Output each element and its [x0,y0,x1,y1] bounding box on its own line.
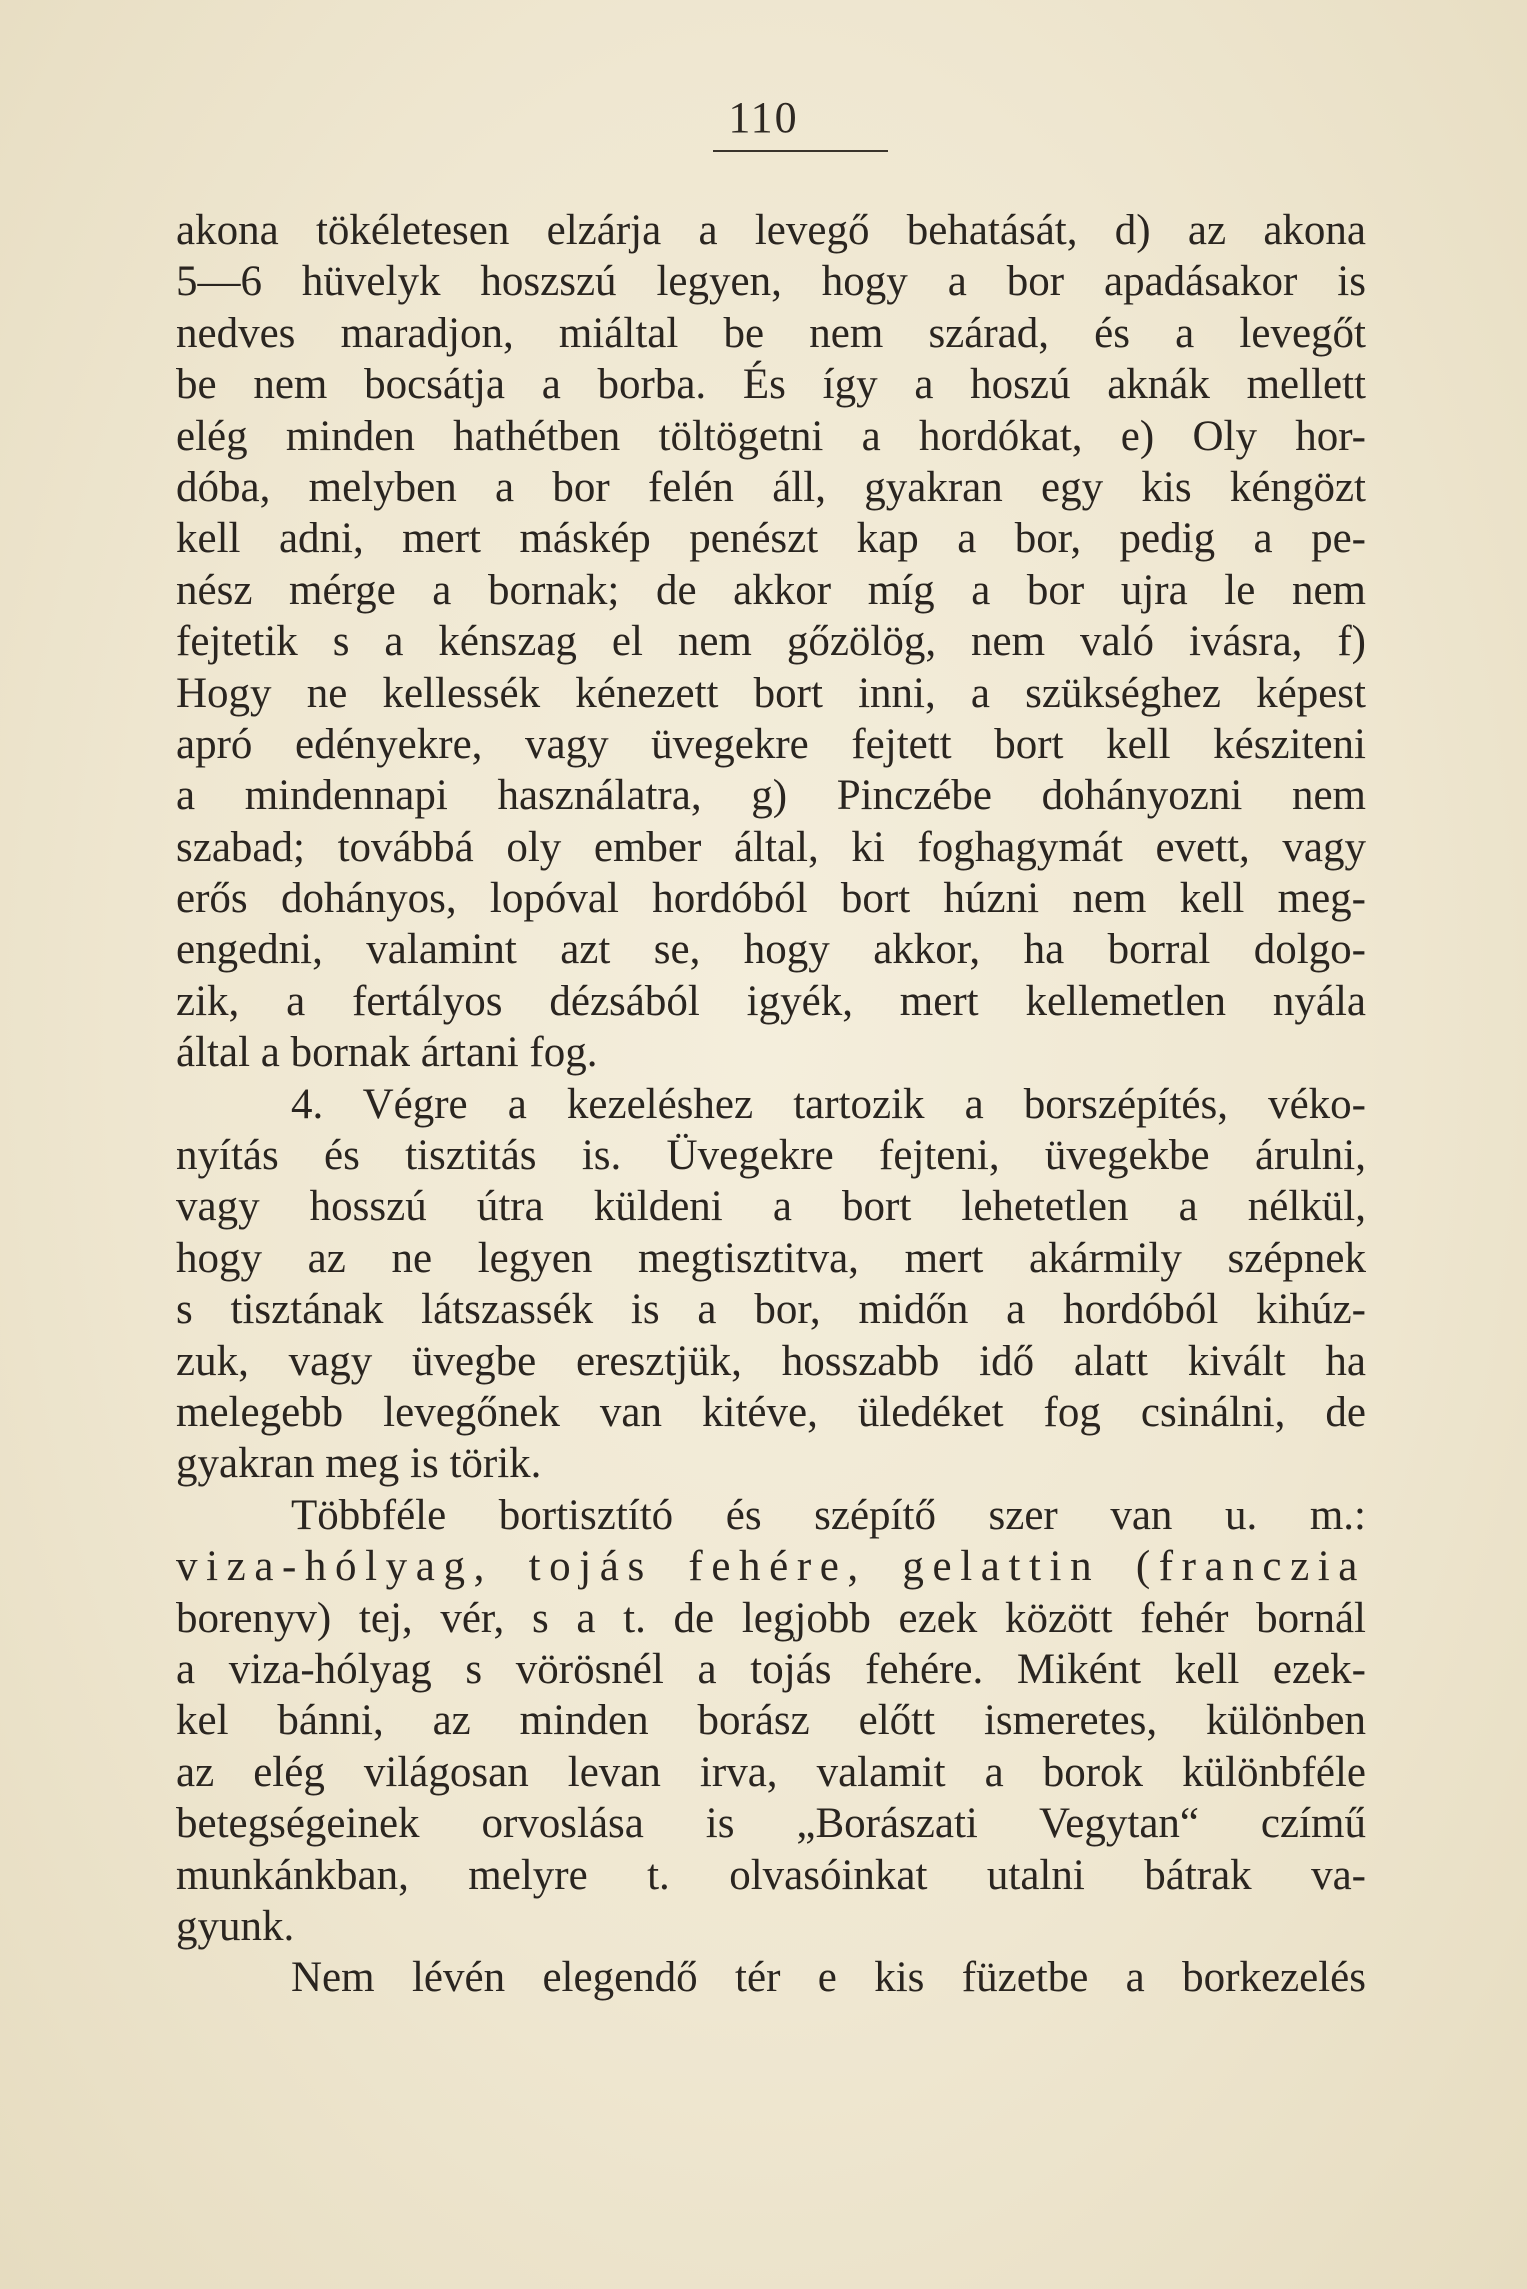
text-line: elég minden hathétben töltögetni a hordókat, e) Oly hor- [176,412,1366,460]
text-line: szabad; továbbá oly ember által, ki foghagymát evett, vagy [176,823,1366,871]
text-line: vagy hosszú útra küldeni a bort lehetetlen a nélkül, [176,1183,1366,1231]
text-line: akona tökéletesen elzárja a levegő behatását, d) az akona [176,207,1366,254]
text-line: Többféle bortisztító és szépítő szer van u. m.: [291,1491,1366,1539]
text-line: az elég világosan levan irva, valamit a borok különbféle [176,1748,1366,1796]
text-line: Nem lévén elegendő tér e kis füzetbe a borkezelés [291,1954,1366,2002]
text-line: viza-hólyag, tojás fehére, gelattin (franczia [176,1543,1366,1591]
text-line: 5—6 hüvelyk hoszszú legyen, hogy a bor apadásakor is [176,258,1366,306]
text-line: gyunk. [176,1902,295,1950]
text-line: apró edényekre, vagy üvegekre fejtett bort kell késziteni [176,720,1366,768]
text-line: Hogy ne kellessék kénezett bort inni, a szükséghez képest [176,669,1366,717]
text-line: erős dohányos, lopóval hordóból bort húzni nem kell meg- [176,875,1366,923]
text-line: s tisztának látszassék is a bor, midőn a hordóból kihúz- [176,1286,1366,1334]
text-line: zik, a fertályos dézsából igyék, mert kellemetlen nyála [176,977,1366,1025]
text-line: nész mérge a bornak; de akkor míg a bor ujra le nem [176,566,1366,614]
text-line: a mindennapi használatra, g) Pinczébe dohányozni nem [176,772,1366,820]
text-line: a viza-hólyag s vörösnél a tojás fehére. Miként kell ezek- [176,1645,1366,1693]
text-line: melegebb levegőnek van kitéve, üledéket fog csinálni, de [176,1388,1366,1436]
text-line: dóba, melyben a bor felén áll, gyakran egy kis kéngözt [176,463,1366,511]
text-line: kel bánni, az minden borász előtt ismeretes, különben [176,1697,1366,1745]
text-line: nedves maradjon, miáltal be nem szárad, és a levegőt [176,309,1366,357]
header-rule [713,150,888,152]
text-line: kell adni, mert máskép penészt kap a bor, pedig a pe- [176,515,1366,563]
text-line: 4. Végre a kezeléshez tartozik a borszépítés, véko- [291,1080,1366,1128]
text-line: nyítás és tisztitás is. Üvegekre fejteni, üvegekbe árulni, [176,1132,1366,1180]
text-line: hogy az ne legyen megtisztitva, mert akármily szépnek [176,1234,1366,1282]
text-line: zuk, vagy üvegbe eresztjük, hosszabb idő alatt kivált ha [176,1337,1366,1385]
text-line: gyakran meg is törik. [176,1440,542,1488]
body-text [176,205,1366,2004]
text-line: által a bornak ártani fog. [176,1029,598,1077]
text-line: munkánkban, melyre t. olvasóinkat utalni bátrak va- [176,1851,1366,1899]
text-line: borenyv) tej, vér, s a t. de legjobb ezek között fehér bornál [176,1594,1366,1642]
text-line: be nem bocsátja a borba. És így a hoszú aknák mellett [176,361,1366,409]
text-line: engedni, valamint azt se, hogy akkor, ha borral dolgo- [176,926,1366,974]
text-line: betegségeinek orvoslása is „Borászati Vegytan“ czímű [176,1800,1366,1848]
page-number: 110 [728,93,799,142]
text-line: fejtetik s a kénszag el nem gőzölög, nem való ivásra, f) [176,618,1366,666]
